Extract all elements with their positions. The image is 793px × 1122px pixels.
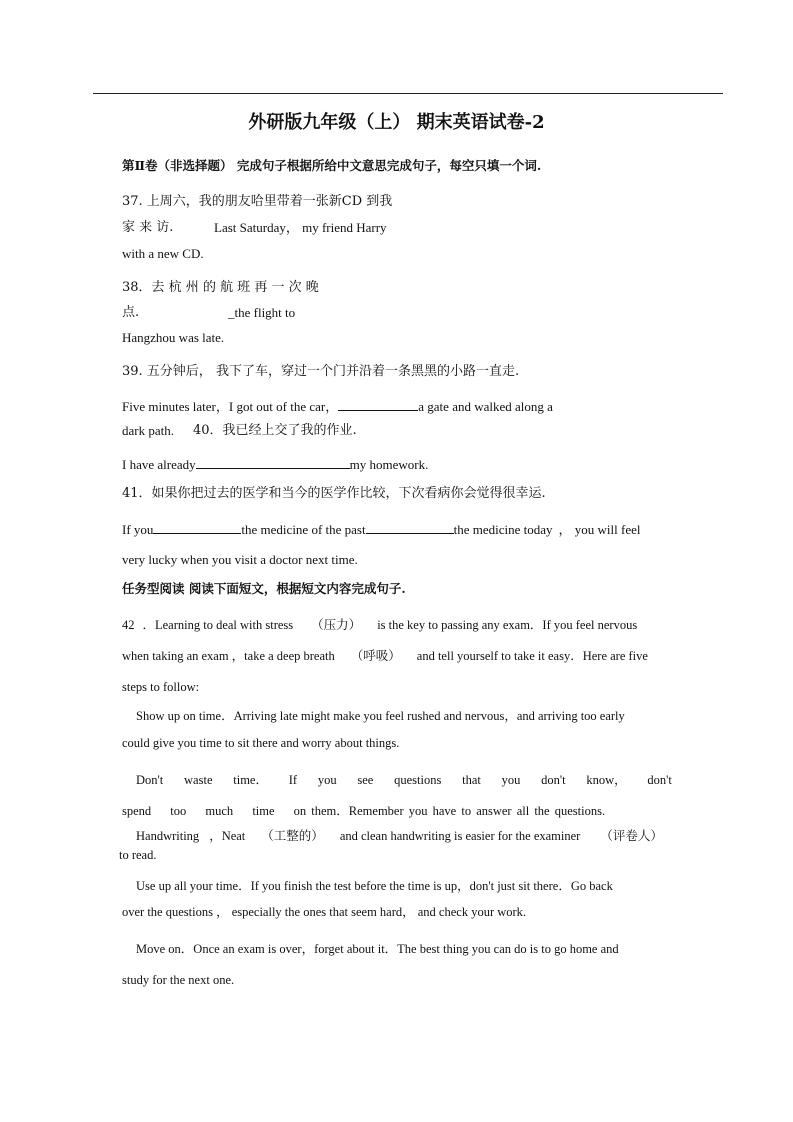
paragraph-show-up-line1: Show up on time．Arriving late might make you feel rushed and nervous，and arriving too early: [136, 709, 625, 723]
q41-text-b: the medicine of the past: [241, 522, 366, 537]
word: you: [501, 773, 521, 787]
q39-text-a: Five minutes later，I got out of the car，: [122, 399, 339, 414]
q39-answer-blank[interactable]: [338, 398, 418, 411]
q42-number: 42: [122, 618, 135, 632]
q41-text-a: If you: [122, 522, 154, 537]
q39-text-b: a gate and walked along a: [418, 399, 553, 414]
word: ．Remember you have to answer all the questions.: [336, 804, 606, 818]
paragraph-move-on-line2: study for the next one.: [122, 973, 235, 987]
q42-gloss: （呼吸）: [350, 648, 401, 663]
word: too: [170, 804, 187, 818]
word: you: [317, 773, 337, 787]
q41-english-line2: very lucky when you visit a doctor next time.: [122, 552, 358, 567]
paragraph-dont-waste-line2: [122, 803, 605, 819]
word: don't: [541, 773, 566, 787]
q39-english-line2: dark path.: [122, 423, 174, 438]
gloss: （工整的）: [261, 828, 324, 843]
word: waste: [184, 773, 213, 787]
q40-english: [122, 456, 428, 473]
q40-text-a: I have already: [122, 457, 196, 472]
q42-gloss: （压力）: [311, 617, 362, 632]
word: that: [462, 773, 481, 787]
paragraph-handwriting-line2: to read.: [119, 848, 157, 862]
q38-chinese-line1: 38．去 杭 州 的 航 班 再 一 次 晚: [122, 280, 319, 295]
q41-answer-blank-2[interactable]: [366, 521, 454, 534]
q37-chinese-line1: 37. 上周六，我的朋友哈里带着一张新CD 到我: [122, 194, 393, 209]
page-title: 外研版九年级（上） 期末英语试卷-2: [248, 112, 545, 133]
q42-line1: [122, 617, 673, 633]
word: know，: [586, 773, 627, 787]
q38-english-line2: Hangzhou was late.: [122, 330, 225, 345]
q42-line2: [122, 648, 648, 664]
word: questions: [394, 773, 442, 787]
q40-text-b: my homework.: [349, 457, 429, 472]
task-reading-heading: 任务型阅读 阅读下面短文，根据短文内容完成句子.: [122, 581, 406, 596]
q37-english-line1: Last Saturday， my friend Harry: [214, 220, 387, 235]
word: time．: [233, 773, 268, 787]
q40-chinese: 40．我已经上交了我的作业.: [193, 423, 357, 438]
word: on them: [293, 804, 337, 818]
word: Don't: [136, 773, 164, 787]
paragraph-dont-waste-line1: [136, 772, 672, 788]
q41-answer-blank-1[interactable]: [153, 521, 241, 534]
q37-chinese-line2: 家 来 访.: [122, 220, 174, 235]
q41-text-c: the medicine today: [453, 522, 553, 537]
paragraph-handwriting-line1: [136, 828, 663, 844]
gloss: （评卷人）: [600, 828, 663, 843]
section2-heading: 第Ⅱ卷（非选择题） 完成句子根据所给中文意思完成句子，每空只填一个词.: [122, 158, 542, 173]
q37-english-line2: with a new CD.: [122, 246, 204, 261]
word: see: [357, 773, 374, 787]
q41-text-d: ， you will feel: [558, 522, 641, 537]
q38-chinese-line2: 点.: [122, 305, 140, 320]
paragraph-use-time-line1: Use up all your time．If you finish the test before the time is up，don't just sit there．Go back: [136, 879, 613, 893]
q42-text: and tell yourself to take it easy．Here are five: [416, 649, 648, 663]
word: don't: [647, 773, 672, 787]
q42-text: is the key to passing any exam．If you feel nervous: [377, 618, 638, 632]
q42-text: ．Learning to deal with stress: [142, 618, 294, 632]
paragraph-use-time-line2: over the questions ， especially the ones that seem hard， and check your work.: [122, 905, 527, 919]
paragraph-move-on-line1: Move on．Once an exam is over，forget about it．The best thing you can do is to go home and: [136, 942, 619, 956]
word: If: [288, 773, 298, 787]
q42-line3: steps to follow:: [122, 680, 200, 694]
q38-english-line1: _the flight to: [228, 305, 296, 320]
paragraph-show-up-line2: could give you time to sit there and worry about things.: [122, 736, 400, 750]
q41-chinese: 41．如果你把过去的医学和当今的医学作比较，下次看病你会觉得很幸运.: [122, 486, 546, 501]
q40-answer-blank[interactable]: [196, 456, 350, 469]
q39-english-line1: [122, 398, 553, 415]
q42-text: when taking an exam ，take a deep breath: [122, 649, 335, 663]
word: time: [252, 804, 275, 818]
word: and clean handwriting is easier for the examiner: [339, 829, 581, 843]
q39-chinese: 39. 五分钟后， 我下了车，穿过一个门并沿着一条黑黑的小路一直走.: [122, 364, 520, 379]
header-rule: [93, 93, 723, 94]
q41-english-line1: [122, 521, 641, 538]
word: much: [205, 804, 234, 818]
word: spend: [122, 804, 152, 818]
word: ，Neat: [209, 829, 246, 843]
word: Handwriting: [136, 829, 200, 843]
